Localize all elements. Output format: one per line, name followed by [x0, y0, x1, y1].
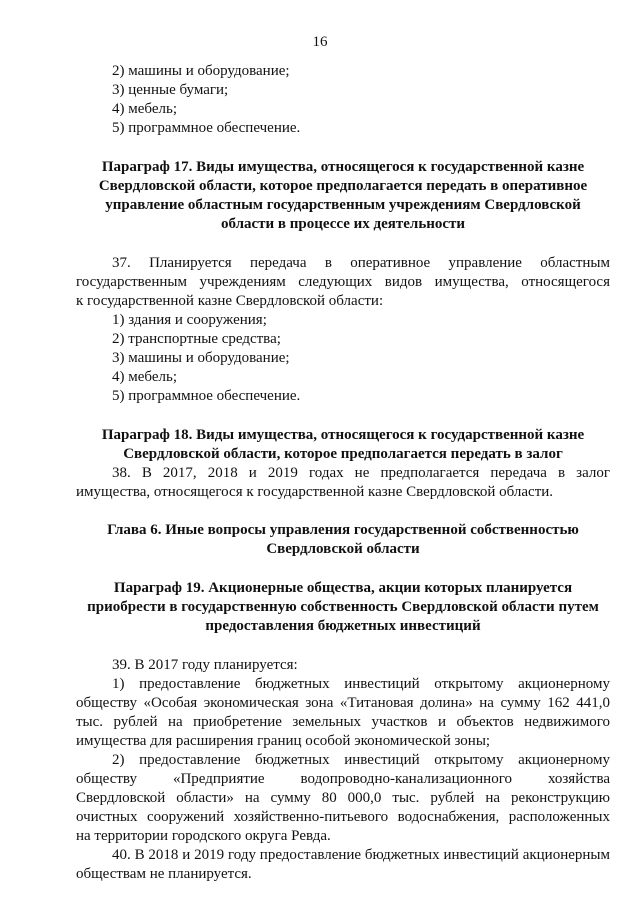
text-line: на территории городского округа Ревда.: [76, 828, 331, 844]
list-continued: [76, 62, 610, 138]
clause-37: [76, 254, 610, 311]
text-line: к государственной казне Свердловской области:: [76, 293, 384, 309]
heading-line: приобрести в государственную собственность Свердловской области путем: [87, 599, 599, 615]
heading-line: области в процессе их деятельности: [220, 216, 466, 232]
list-item: 2) машины и оборудование;: [112, 63, 290, 79]
heading-line: Параграф 17. Виды имущества, относящегося к государственной казне: [101, 159, 585, 175]
heading-line: Параграф 18. Виды имущества, относящегося к государственной казне: [101, 427, 585, 443]
text-line: государственным учреждениям следующих видов имущества, относящегося: [76, 274, 610, 290]
text-line: 1) предоставление бюджетных инвестиций открытому акционерному: [112, 676, 610, 692]
text-line: 38. В 2017, 2018 и 2019 годах не предполагается передача в залог: [112, 465, 610, 481]
list-item: 3) машины и оборудование;: [112, 350, 290, 366]
subclause-39-2: [76, 751, 610, 846]
property-list-37: [76, 311, 610, 406]
text-line: имущества для расширения границ особой экономической зоны;: [76, 733, 491, 749]
text-line: 2) предоставление бюджетных инвестиций открытому акционерному: [112, 752, 610, 768]
document-body: [76, 62, 610, 884]
text-line: очистных сооружений хозяйственно-питьевого водоснабжения, расположенных: [76, 809, 610, 825]
list-item: 4) мебель;: [112, 369, 177, 385]
heading-line: Свердловской области, которое предполагается передать в оперативное: [98, 178, 588, 194]
text-line: 39. В 2017 году планируется:: [112, 657, 298, 673]
subclause-39-1: [76, 675, 610, 751]
page-number: 16: [312, 34, 328, 50]
text-line: 40. В 2018 и 2019 году предоставление бюджетных инвестиций акционерным: [112, 847, 610, 863]
heading-line: Глава 6. Иные вопросы управления государственной собственностью: [107, 522, 579, 538]
text-line: тыс. рублей на приобретение земельных участков и объектов недвижимого: [76, 714, 610, 730]
chapter-6-heading: [76, 521, 610, 559]
paragraph-17-heading: [76, 158, 610, 234]
list-item: 5) программное обеспечение.: [112, 120, 301, 136]
list-item: 4) мебель;: [112, 101, 177, 117]
list-item: 2) транспортные средства;: [112, 331, 281, 347]
text-line: обществу «Особая экономическая зона «Титановая долина» на сумму 162 441,0: [76, 695, 610, 711]
heading-line: Свердловской области: [266, 541, 420, 557]
list-item: 3) ценные бумаги;: [112, 82, 229, 98]
heading-line: предоставления бюджетных инвестиций: [205, 618, 481, 634]
clause-38: [76, 464, 610, 502]
list-item: 5) программное обеспечение.: [112, 388, 301, 404]
heading-line: управление областным государственным учреждениям Свердловской: [105, 197, 581, 213]
text-line: обществам не планируется.: [76, 866, 252, 882]
clause-39: [76, 656, 610, 675]
clause-40: [76, 846, 610, 884]
text-line: обществу «Предприятие водопроводно-канализационного хозяйства: [76, 771, 610, 787]
paragraph-19-heading: [76, 579, 610, 636]
text-line: Свердловской области» на сумму 80 000,0 тыс. рублей на реконструкцию: [76, 790, 610, 806]
heading-line: Свердловской области, которое предполагается передать в залог: [123, 446, 563, 462]
heading-line: Параграф 19. Акционерные общества, акции которых планируется: [113, 580, 573, 596]
list-item: 1) здания и сооружения;: [112, 312, 267, 328]
text-line: имущества, относящегося к государственной казне Свердловской области.: [76, 484, 554, 500]
paragraph-18-heading: [76, 426, 610, 464]
text-line: 37. Планируется передача в оперативное управление областным: [112, 255, 610, 271]
